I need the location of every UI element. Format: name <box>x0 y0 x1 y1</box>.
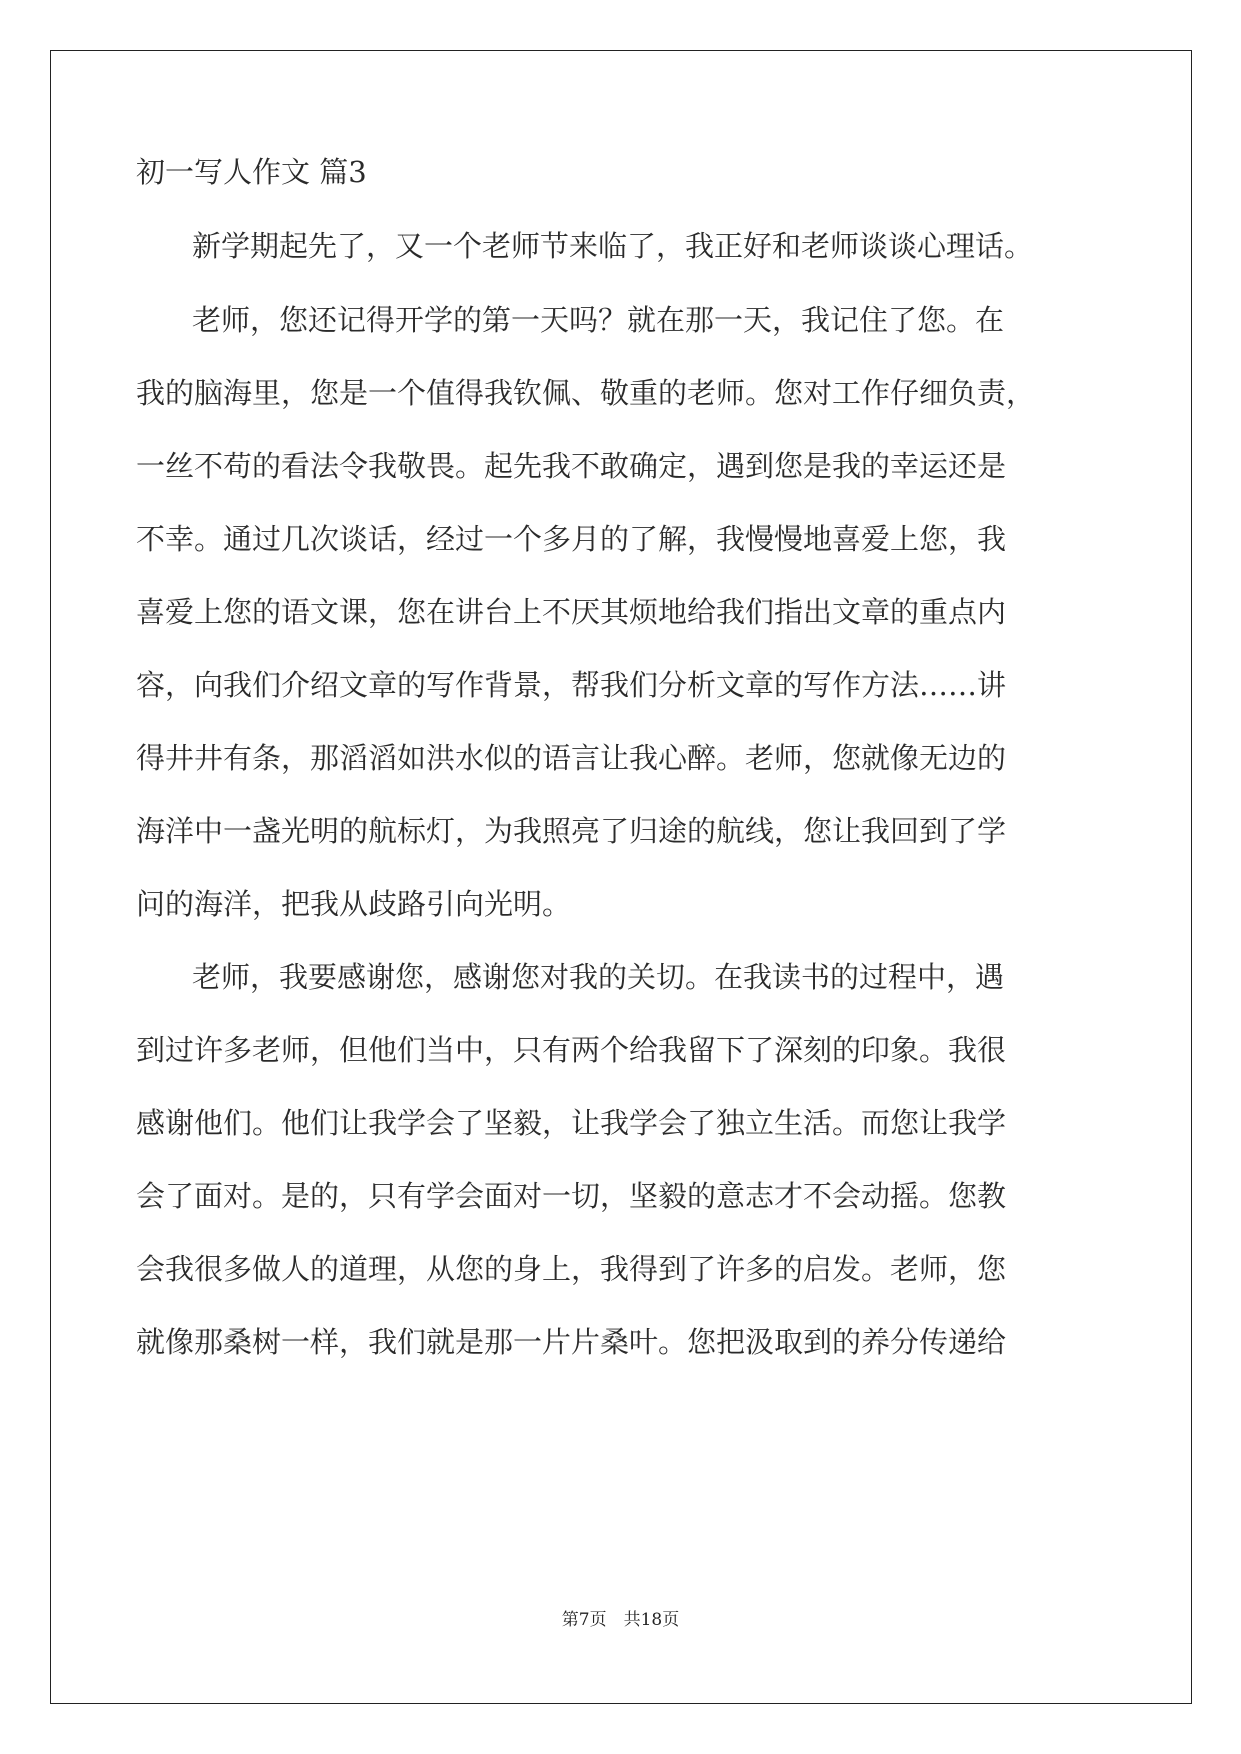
paragraph-3-line-6: 就像那桑树一样，我们就是那一片片桑叶。您把汲取到的养分传递给 <box>136 1325 1007 1359</box>
paragraph-3-line-4: 会了面对。是的，只有学会面对一切，坚毅的意志才不会动摇。您教 <box>136 1179 1007 1213</box>
document-heading: 初一写人作文 篇3 <box>136 155 367 189</box>
paragraph-2-line-4: 不幸。通过几次谈话，经过一个多月的了解，我慢慢地喜爱上您，我 <box>136 522 1007 556</box>
paragraph-1-line-1: 新学期起先了，又一个老师节来临了，我正好和老师谈谈心理话。 <box>192 229 1034 263</box>
paragraph-2-line-9: 问的海洋，把我从歧路引向光明。 <box>136 887 572 921</box>
paragraph-2-line-7: 得井井有条，那滔滔如洪水似的语言让我心醉。老师，您就像无边的 <box>136 741 1007 775</box>
paragraph-3-line-1: 老师，我要感谢您，感谢您对我的关切。在我读书的过程中，遇 <box>192 960 1005 994</box>
paragraph-2-line-1: 老师，您还记得开学的第一天吗？就在那一天，我记住了您。在 <box>192 303 1005 337</box>
page-border <box>50 50 1192 1704</box>
page-number-footer: 第7页 共18页 <box>561 1610 680 1630</box>
paragraph-3-line-2: 到过许多老师，但他们当中，只有两个给我留下了深刻的印象。我很 <box>136 1033 1007 1067</box>
paragraph-2-line-8: 海洋中一盏光明的航标灯，为我照亮了归途的航线，您让我回到了学 <box>136 814 1007 848</box>
paragraph-2-line-3: 一丝不苟的看法令我敬畏。起先我不敢确定，遇到您是我的幸运还是 <box>136 449 1007 483</box>
paragraph-2-line-5: 喜爱上您的语文课，您在讲台上不厌其烦地给我们指出文章的重点内 <box>136 595 1007 629</box>
paragraph-2-line-2: 我的脑海里，您是一个值得我钦佩、敬重的老师。您对工作仔细负责， <box>136 376 1036 410</box>
paragraph-3-line-3: 感谢他们。他们让我学会了坚毅，让我学会了独立生活。而您让我学 <box>136 1106 1007 1140</box>
paragraph-3-line-5: 会我很多做人的道理，从您的身上，我得到了许多的启发。老师，您 <box>136 1252 1007 1286</box>
paragraph-2-line-6: 容，向我们介绍文章的写作背景，帮我们分析文章的写作方法……讲 <box>136 668 1007 702</box>
